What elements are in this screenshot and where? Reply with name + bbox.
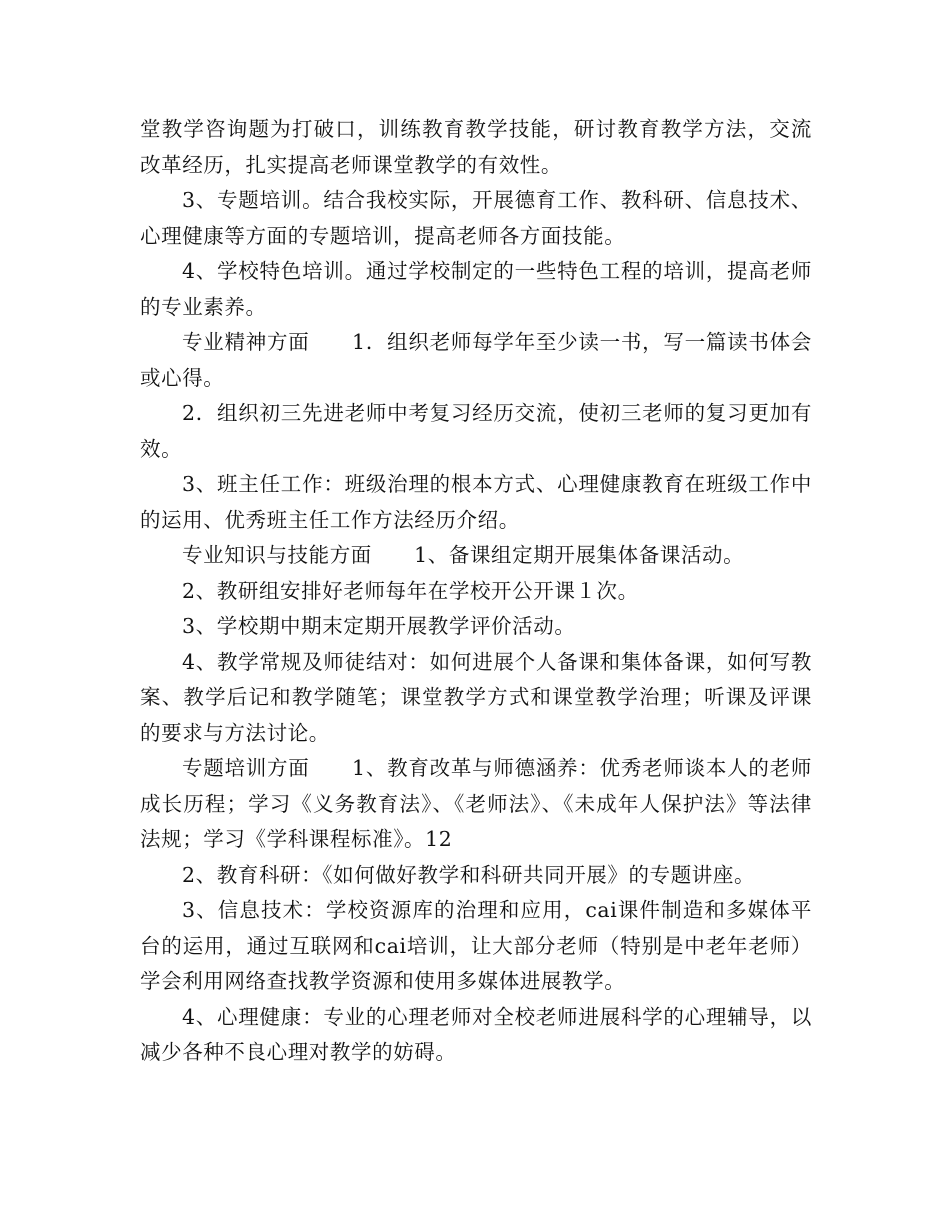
paragraph-knowledge-skills: 专业知识与技能方面 1、备课组定期开展集体备课活动。 (182, 543, 745, 567)
paragraph-continued: 堂教学咨询题为打破口，训练教育教学技能，研讨教育教学方法，交流改革经历，扎实提高老师课堂教学的有效性。 (140, 117, 812, 177)
paragraph-professional-spirit: 专业精神方面 1．组织老师每学年至少读一书，写一篇读书体会或心得。 (140, 330, 812, 390)
paragraph-teaching-routine: 4、教学常规及师徒结对：如何进展个人备课和集体备课，如何写教案、教学后记和教学随笔；课堂教学方式和课堂教学治理；听课及评课的要求与方法讨论。 (140, 649, 812, 745)
paragraph-information-technology: 3、信息技术：学校资源库的治理和应用，cai课件制造和多媒体平台的运用，通过互联网和cai培训，让大部分老师（特别是中老年老师）学会利用网络查找教学资源和使用多媒体进展教学。 (140, 898, 812, 993)
paragraph-open-class: 2、教研组安排好老师每年在学校开公开课１次。 (182, 578, 639, 603)
paragraph-review-exchange: 2．组织初三先进老师中考复习经历交流，使初三老师的复习更加有效。 (140, 401, 812, 461)
paragraph-school-special-training: 4、学校特色培训。通过学校制定的一些特色工程的培训，提高老师的专业素养。 (140, 259, 812, 319)
document-body (140, 112, 812, 1071)
paragraph-topic-training-aspect: 专题培训方面 1、教育改革与师德涵养：优秀老师谈本人的老师成长历程；学习《义务教育法》、《老师法》、《未成年人保护法》等法律法规；学习《学科课程标准》。12 (140, 756, 812, 851)
paragraph-topic-training: 3、专题培训。结合我校实际，开展德育工作、教科研、信息技术、心理健康等方面的专题培训，提高老师各方面技能。 (140, 188, 812, 248)
paragraph-mental-health: 4、心理健康：专业的心理老师对全校老师进展科学的心理辅导，以减少各种不良心理对教学的妨碍。 (140, 1004, 812, 1064)
paragraph-teaching-evaluation: 3、学校期中期末定期开展教学评价活动。 (182, 614, 576, 638)
paragraph-education-research: 2、教育科研：《如何做好教学和科研共同开展》的专题讲座。 (182, 862, 756, 887)
paragraph-class-teacher-work: 3、班主任工作：班级治理的根本方式、心理健康教育在班级工作中的运用、优秀班主任工作方法经历介绍。 (140, 472, 812, 532)
